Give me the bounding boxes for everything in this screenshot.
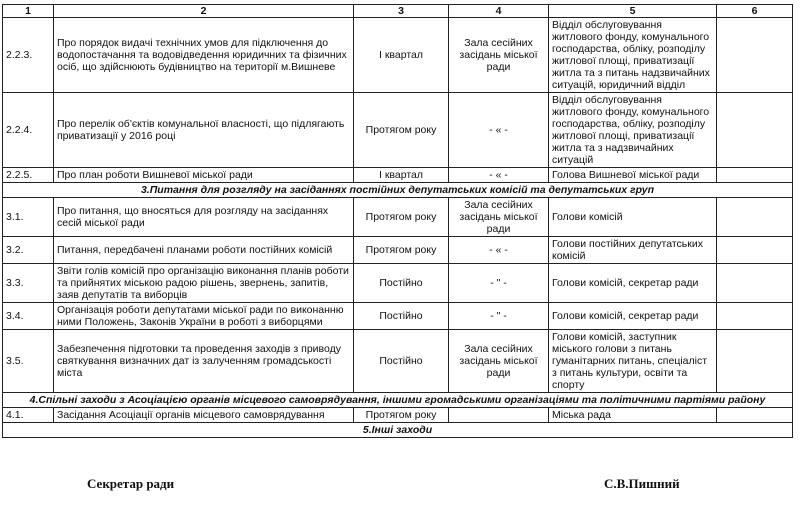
row-note (717, 198, 793, 237)
section-header (3, 393, 793, 408)
row-place: Зала сесійних засідань міської ради (449, 18, 549, 93)
column-number: 1 (3, 5, 54, 18)
row-term: І квартал (354, 168, 449, 183)
row-term: І квартал (354, 18, 449, 93)
row-topic: Про перелік об'єктів комунальної власності, що підлягають приватизації у 2016 році (54, 93, 354, 168)
table-row (3, 264, 793, 303)
row-number: 2.2.3. (3, 18, 54, 93)
table-row (3, 330, 793, 393)
row-topic: Про питання, що вносяться для розгляду на засіданнях сесій міської ради (54, 198, 354, 237)
row-topic: Засідання Асоціації органів місцевого самоврядування (54, 408, 354, 423)
row-responsible: Голови комісій, заступник міського голови з питань гуманітарних питань, спеціаліст з питань культури, освіти та спорту (549, 330, 717, 393)
row-note (717, 93, 793, 168)
row-responsible: Голови постійних депутатських комісій (549, 237, 717, 264)
row-term: Постійно (354, 264, 449, 303)
table-row (3, 198, 793, 237)
row-place: - " - (449, 303, 549, 330)
row-number: 3.3. (3, 264, 54, 303)
table-row (3, 303, 793, 330)
section-3-title: 3.Питання для розгляду на засіданнях постійних депутатських комісій та депутатських груп (3, 183, 793, 198)
row-topic: Звіти голів комісій про організацію виконання планів роботи та прийнятих міською радою рішень, звернень, запитів, заяв депутатів та виборців (54, 264, 354, 303)
row-number: 3.2. (3, 237, 54, 264)
plan-table (2, 4, 793, 438)
row-note (717, 18, 793, 93)
table-row (3, 237, 793, 264)
row-term: Протягом року (354, 408, 449, 423)
row-place: Зала сесійних засідань міської ради (449, 330, 549, 393)
section-header (3, 423, 793, 438)
signature-name: С.В.Пишний (604, 476, 680, 491)
signature-role: Секретар ради (87, 476, 175, 491)
row-topic: Про порядок видачі технічних умов для підключення до водопостачання та водовідведення юридичних та фізичних осіб, що здійснюють будівництво на території м.Вишневе (54, 18, 354, 93)
row-place: - " - (449, 264, 549, 303)
row-term: Протягом року (354, 198, 449, 237)
row-responsible: Голови комісій (549, 198, 717, 237)
row-number: 3.1. (3, 198, 54, 237)
table-row (3, 93, 793, 168)
row-number: 3.4. (3, 303, 54, 330)
section-4-title: 4.Спільні заходи з Асоціацією органів місцевого самоврядування, іншими громадськими організаціями та політичними партіями району (3, 393, 793, 408)
column-number: 6 (717, 5, 793, 18)
row-place: - « - (449, 93, 549, 168)
row-responsible: Голови комісій, секретар ради (549, 264, 717, 303)
row-term: Постійно (354, 330, 449, 393)
column-number: 2 (54, 5, 354, 18)
row-place: - « - (449, 237, 549, 264)
row-topic: Забезпечення підготовки та проведення заходів з приводу святкування визначних дат із залученням громадськості міста (54, 330, 354, 393)
row-number: 2.2.5. (3, 168, 54, 183)
row-note (717, 264, 793, 303)
table-row (3, 408, 793, 423)
row-responsible: Голови комісій, секретар ради (549, 303, 717, 330)
row-number: 4.1. (3, 408, 54, 423)
row-place: - « - (449, 168, 549, 183)
column-number: 3 (354, 5, 449, 18)
row-topic: Про план роботи Вишневої міської ради (54, 168, 354, 183)
row-number: 3.5. (3, 330, 54, 393)
row-note (717, 330, 793, 393)
column-number: 5 (549, 5, 717, 18)
row-term: Протягом року (354, 237, 449, 264)
section-header (3, 183, 793, 198)
row-term: Протягом року (354, 93, 449, 168)
row-note (717, 168, 793, 183)
column-number: 4 (449, 5, 549, 18)
row-place: Зала сесійних засідань міської ради (449, 198, 549, 237)
row-topic: Організація роботи депутатами міської ради по виконанню ними Положень, Законів України в роботі з виборцями (54, 303, 354, 330)
row-responsible: Голова Вишневої міської ради (549, 168, 717, 183)
row-note (717, 237, 793, 264)
row-topic: Питання, передбачені планами роботи постійних комісій (54, 237, 354, 264)
column-numbers-row (3, 5, 793, 18)
section-5-title: 5.Інші заходи (3, 423, 793, 438)
row-note (717, 303, 793, 330)
row-place (449, 408, 549, 423)
row-term: Постійно (354, 303, 449, 330)
row-responsible: Відділ обслуговування житлового фонду, комунального господарства, обліку, розподілу житлової площі, приватизації житла та з питань надзвичайних ситуацій, юридичний відділ (549, 18, 717, 93)
row-responsible: Відділ обслуговування житлового фонду, комунального господарства, обліку, розподілу житлової площі, приватизації житла та з надзвичайних ситуацій (549, 93, 717, 168)
row-number: 2.2.4. (3, 93, 54, 168)
table-row (3, 18, 793, 93)
row-note (717, 408, 793, 423)
table-row (3, 168, 793, 183)
row-responsible: Міська рада (549, 408, 717, 423)
